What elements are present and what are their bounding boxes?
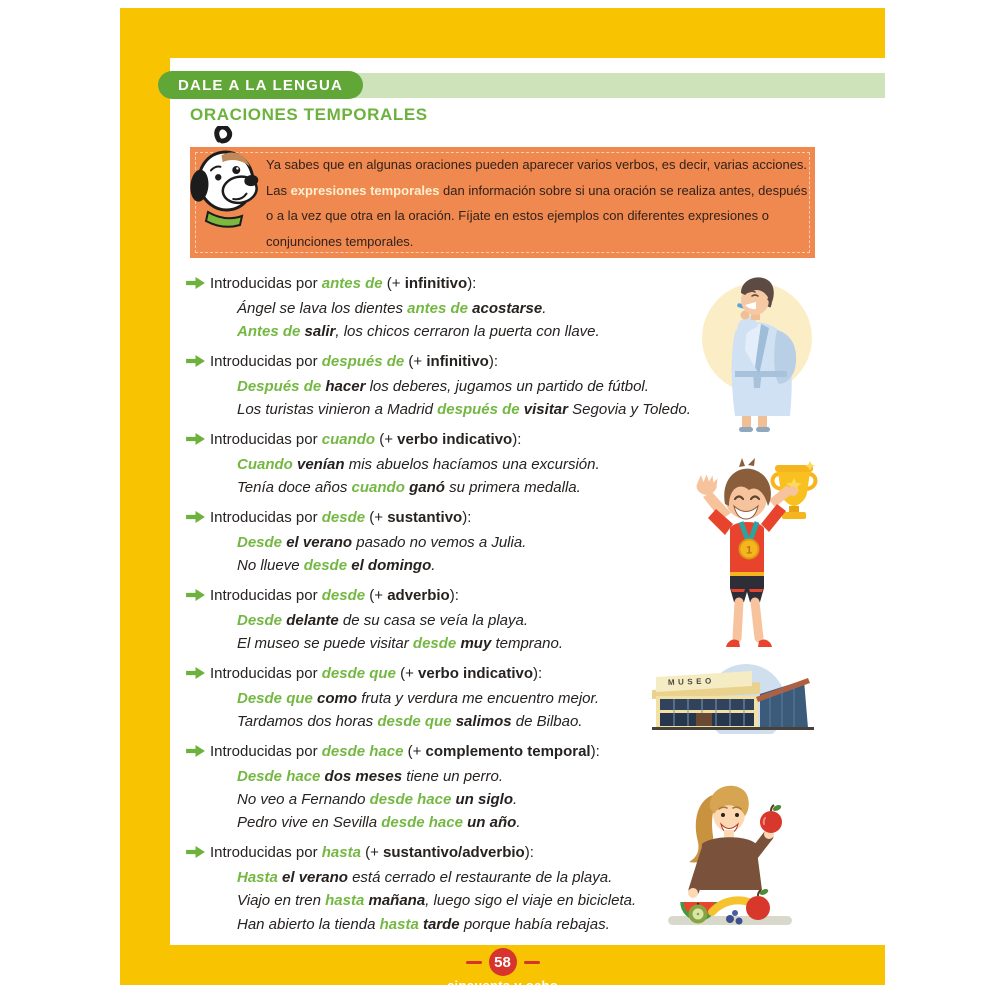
text-segment: salir xyxy=(304,323,336,341)
text-segment: Cuando xyxy=(237,456,297,473)
text-segment: Desde xyxy=(237,534,287,551)
text-segment: antes de xyxy=(407,300,473,317)
text-segment: el verano xyxy=(286,534,353,551)
section-header xyxy=(186,271,731,297)
footer-dash-left xyxy=(466,961,482,964)
shoe-right xyxy=(758,640,772,647)
museum-building xyxy=(652,671,814,730)
text-segment: desde hace xyxy=(381,814,468,832)
text-segment: ): xyxy=(488,353,499,370)
text-segment: hasta xyxy=(379,915,423,933)
text-segment: Segovia y Toledo. xyxy=(568,401,691,419)
text-segment: ): xyxy=(512,431,522,448)
text-segment: Introducidas por xyxy=(210,665,322,682)
blueberry xyxy=(736,918,743,925)
example-sentence xyxy=(186,476,731,499)
text-segment: sustantivo/adverbio xyxy=(383,844,525,862)
section-header xyxy=(186,349,731,375)
blueberry xyxy=(726,915,734,923)
page-number-words: cincuenta y ocho xyxy=(447,978,558,993)
green-arrow-icon xyxy=(186,589,205,601)
text-segment: (+ xyxy=(375,431,398,448)
temporal-section xyxy=(186,271,731,343)
text-segment: desde xyxy=(321,587,366,604)
waving-hand xyxy=(697,475,718,495)
text-segment: (+ xyxy=(365,509,388,526)
text-segment: desde xyxy=(303,557,352,575)
example-sentence xyxy=(186,913,731,936)
example-sentence xyxy=(186,453,731,476)
text-segment: como xyxy=(317,690,358,707)
woman-figure xyxy=(688,786,782,898)
text-segment: desde xyxy=(321,509,366,526)
text-segment: (+ xyxy=(382,275,405,292)
example-sentence xyxy=(186,297,731,320)
text-segment: después de xyxy=(321,353,405,370)
text-segment: Viajo en tren xyxy=(237,892,326,910)
text-segment: fruta y verdura me encuentro mejor. xyxy=(357,690,600,707)
text-segment: muy xyxy=(460,635,492,653)
text-segment: hasta xyxy=(321,844,361,862)
text-segment: ): xyxy=(533,665,543,682)
temporal-section xyxy=(186,840,731,936)
temporal-section xyxy=(186,427,731,499)
boy-with-trophy-illustration xyxy=(683,458,818,651)
text-segment: mañana xyxy=(368,892,426,910)
text-segment: (+ xyxy=(365,587,388,604)
dog-head xyxy=(186,147,263,217)
green-arrow-icon xyxy=(186,745,205,757)
text-segment: ganó xyxy=(409,479,445,497)
text-segment: Ya sabes que en algunas oraciones pueden aparecer varios verbos, es decir, varias acciones. Las xyxy=(266,157,808,198)
intro-text xyxy=(266,152,811,254)
text-segment: ): xyxy=(462,509,472,526)
section-banner xyxy=(158,71,363,99)
text-segment: Tenía doce años xyxy=(237,479,352,497)
text-segment: adverbio xyxy=(387,587,450,604)
text-segment: hacer xyxy=(325,378,366,395)
example-sentence xyxy=(186,866,731,889)
text-segment: ): xyxy=(524,844,534,862)
text-segment: dos meses xyxy=(324,768,403,785)
text-segment: tiene un perro. xyxy=(402,768,503,785)
text-segment: tarde xyxy=(422,915,460,933)
example-sentence xyxy=(186,320,731,343)
text-segment: No veo a Fernando xyxy=(237,791,370,809)
text-segment: Introducidas por xyxy=(210,844,322,862)
text-segment: infinitivo xyxy=(426,353,489,370)
section-header xyxy=(186,427,731,453)
text-segment: ): xyxy=(590,743,600,760)
text-segment: Introducidas por xyxy=(210,431,322,448)
text-segment: está cerrado el restaurante de la playa. xyxy=(347,869,613,887)
text-segment: Desde xyxy=(237,612,287,629)
intro-box xyxy=(190,147,815,258)
man-brushing-teeth-illustration xyxy=(695,272,815,435)
green-arrow-icon xyxy=(186,511,205,523)
text-segment: . xyxy=(542,300,547,317)
dog-mascot-icon xyxy=(186,126,266,232)
text-segment: Tardamos dos horas xyxy=(237,713,378,731)
text-segment: Han abierto la tienda xyxy=(237,915,380,933)
text-segment: un siglo xyxy=(455,791,513,809)
text-segment: Ángel se lava los dientes xyxy=(237,300,408,317)
green-arrow-icon xyxy=(186,846,205,858)
page-number-badge: 58 xyxy=(489,948,517,976)
text-segment: . xyxy=(516,814,521,832)
text-segment: Después de xyxy=(237,378,326,395)
page-footer xyxy=(120,948,885,993)
text-segment: Los turistas vinieron a Madrid xyxy=(237,401,438,419)
apple-in-hand xyxy=(760,804,782,833)
museum-door xyxy=(696,713,712,726)
medal-number: 1 xyxy=(745,544,753,557)
text-segment: (+ xyxy=(404,353,427,370)
example-sentence xyxy=(186,889,731,912)
text-segment: Introducidas por xyxy=(210,353,322,370)
text-segment: mis abuelos hacíamos una excursión. xyxy=(344,456,600,473)
green-arrow-icon xyxy=(186,355,205,367)
text-segment: antes de xyxy=(321,275,383,292)
footer-dash-right xyxy=(524,961,540,964)
text-segment: El museo se puede visitar xyxy=(237,635,413,653)
green-arrow-icon xyxy=(186,667,205,679)
text-segment: (+ xyxy=(360,844,384,862)
museum-sign-text: MUSEO xyxy=(667,676,715,687)
text-segment: dan información sobre si una oración se realiza antes, después o a la vez que otra en la oración. Fíjate en estos ejemplos con diferentes expresiones o conjunciones temporales. xyxy=(266,182,808,249)
text-segment: venían xyxy=(297,456,345,473)
text-segment: ): xyxy=(467,275,477,292)
text-segment: un año xyxy=(467,814,517,832)
text-segment: , los chicos cerraron la puerta con llave. xyxy=(335,323,600,341)
text-segment: hasta xyxy=(325,892,369,910)
example-sentence xyxy=(186,765,731,788)
text-segment: después de xyxy=(437,401,524,419)
example-sentence xyxy=(186,398,731,421)
text-segment: Introducidas por xyxy=(210,743,322,760)
text-segment: delante xyxy=(286,612,339,629)
example-sentence xyxy=(186,811,731,834)
text-segment: de Bilbao. xyxy=(511,713,583,731)
text-segment: cuando xyxy=(321,431,376,448)
text-segment: desde que xyxy=(321,665,396,682)
text-segment: Hasta xyxy=(237,869,283,887)
text-segment: visitar xyxy=(523,401,568,419)
text-segment: su primera medalla. xyxy=(444,479,581,497)
page-title: ORACIONES TEMPORALES xyxy=(190,105,428,124)
section-header xyxy=(186,583,731,609)
example-sentence xyxy=(186,609,731,632)
text-segment: sustantivo xyxy=(387,509,463,526)
blueberry xyxy=(732,910,738,916)
text-segment: Introducidas por xyxy=(210,587,322,604)
text-segment: desde hace xyxy=(321,743,404,760)
green-arrow-icon xyxy=(186,433,205,445)
woman-with-fruit-illustration xyxy=(652,778,807,936)
temporal-section xyxy=(186,505,731,577)
text-segment: . xyxy=(512,791,518,809)
text-segment: acostarse xyxy=(472,300,543,317)
text-segment: Introducidas por xyxy=(210,509,322,526)
apple-on-table xyxy=(746,888,770,920)
example-sentence xyxy=(186,375,731,398)
text-segment: complemento temporal xyxy=(425,743,591,760)
text-segment: desde que xyxy=(377,713,456,731)
text-segment: expresiones temporales xyxy=(290,182,440,198)
banner-label: DALE A LA LENGUA xyxy=(178,76,344,94)
text-segment: (+ xyxy=(395,665,419,682)
temporal-section xyxy=(186,739,731,835)
text-segment: el domingo xyxy=(351,557,432,575)
example-sentence xyxy=(186,788,731,811)
page-number-row xyxy=(120,948,885,976)
text-segment: desde xyxy=(412,635,461,653)
text-segment: pasado no vemos a Julia. xyxy=(352,534,527,551)
text-segment: No llueve xyxy=(237,557,304,575)
text-segment: desde hace xyxy=(369,791,456,809)
text-segment: Pedro vive en Sevilla xyxy=(237,814,382,832)
section-header xyxy=(186,739,731,765)
sections-list xyxy=(186,271,731,941)
temporal-section xyxy=(186,583,731,655)
shoe-left xyxy=(726,640,740,647)
text-segment: (+ xyxy=(403,743,426,760)
text-segment: ): xyxy=(449,587,459,604)
green-arrow-icon xyxy=(186,277,205,289)
text-segment: de su casa se veía la playa. xyxy=(338,612,528,629)
dog-collar xyxy=(206,212,242,227)
example-sentence xyxy=(186,554,731,577)
example-sentence xyxy=(186,531,731,554)
text-segment: Introducidas por xyxy=(210,275,322,292)
dog-ear-curl xyxy=(217,127,230,141)
text-segment: porque había rebajas. xyxy=(459,915,610,933)
museum-illustration xyxy=(648,652,818,734)
text-segment: cuando xyxy=(351,479,410,497)
section-header xyxy=(186,840,731,866)
text-segment: verbo indicativo xyxy=(418,665,534,682)
temporal-section xyxy=(186,349,731,421)
text-segment: infinitivo xyxy=(404,275,468,292)
brown-top xyxy=(700,837,762,890)
text-segment: temprano. xyxy=(491,635,564,653)
text-segment: , luego sigo el viaje en bicicleta. xyxy=(425,892,637,910)
text-segment: Antes de xyxy=(237,323,305,341)
text-segment: Desde que xyxy=(237,690,318,707)
section-header xyxy=(186,505,731,531)
text-segment: . xyxy=(431,557,436,575)
text-segment: salimos xyxy=(455,713,512,731)
text-segment: el verano xyxy=(282,869,348,887)
text-segment: verbo indicativo xyxy=(397,431,513,448)
text-segment: Desde hace xyxy=(237,768,325,785)
text-segment: los deberes, jugamos un partido de fútbol. xyxy=(365,378,649,395)
